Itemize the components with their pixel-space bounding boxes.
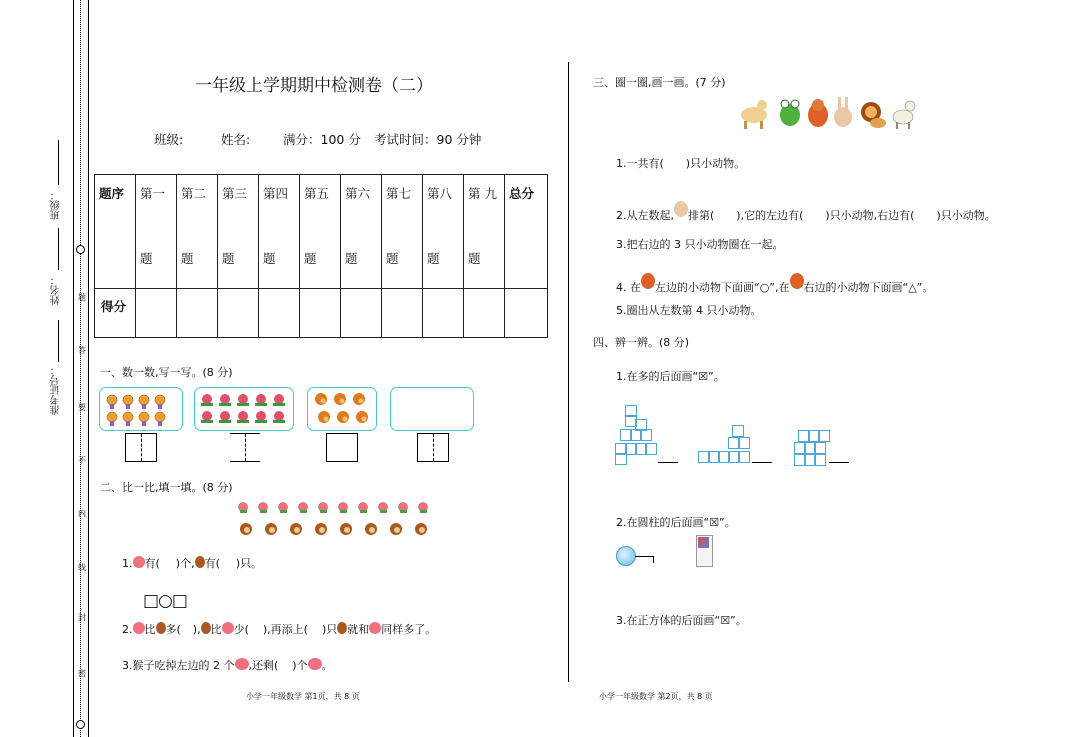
section3-title: 三、圈一圈,画一画。(7 分) xyxy=(593,76,726,89)
binding-name-blank xyxy=(58,228,59,270)
seal-char-3: 要 xyxy=(78,403,86,412)
table-header-cell: 第一 题 xyxy=(136,175,177,289)
s3-q1: 1.一共有( )只小动物。 xyxy=(616,157,746,170)
peach-monkey-rows-icon xyxy=(236,499,436,541)
s2-q1: 1. 有( )个, 有( )只。 xyxy=(122,557,263,570)
s4-q3: 3.在正方体的后面画“☒”。 xyxy=(616,614,747,627)
monkey-icon xyxy=(195,556,205,568)
s3-q5: 5.圈出从左数第 4 只小动物。 xyxy=(616,304,762,317)
binding-hole-1 xyxy=(76,245,85,254)
peach-icon xyxy=(308,658,322,670)
answer-blank-cubes-1[interactable] xyxy=(658,462,678,463)
score-table xyxy=(94,174,548,338)
table-header-cell: 第六 题 xyxy=(341,175,382,289)
mushroom-group-icon xyxy=(100,388,182,430)
cube-stack-3-icon xyxy=(794,430,828,467)
score-cell[interactable] xyxy=(259,289,300,338)
score-cell[interactable] xyxy=(464,289,505,338)
score-cell[interactable] xyxy=(218,289,259,338)
score-cell[interactable] xyxy=(136,289,177,338)
seal-char-4: 不 xyxy=(78,456,86,465)
score-cell[interactable] xyxy=(382,289,423,338)
cylinder-icon xyxy=(696,535,713,567)
rabbit-icon xyxy=(674,201,688,217)
answer-box-3[interactable] xyxy=(326,433,358,462)
cube-stack-1-icon xyxy=(615,405,660,467)
section1-title: 一、数一数,写一写。(8 分) xyxy=(100,366,233,379)
binding-line-inner xyxy=(88,0,89,737)
horse-icon xyxy=(741,100,767,129)
peach-icon xyxy=(369,622,381,634)
monkey-icon xyxy=(201,622,211,634)
count-box-flowers xyxy=(194,387,294,431)
footer-right: 小学一年级数学 第2页，共 8 页 xyxy=(599,692,713,701)
s3-q3: 3.把右边的 3 只小动物圈在一起。 xyxy=(616,238,784,251)
animal-row-icon xyxy=(738,95,918,131)
peach-icon xyxy=(133,556,145,568)
s4-q2: 2.在圆柱的后面画“☒”。 xyxy=(616,516,736,529)
peach-icon xyxy=(133,622,145,634)
frog-icon xyxy=(780,100,800,126)
score-cell[interactable] xyxy=(177,289,218,338)
monkey-icon xyxy=(337,622,347,634)
answer-blank-cubes-2[interactable] xyxy=(752,462,772,463)
bear-icon xyxy=(790,273,804,289)
s3-q4: 4. 在 左边的小动物下面画“○”,在 右边的小动物下面画“△”。 xyxy=(616,273,933,295)
binding-line-outer xyxy=(73,0,74,737)
seal-char-2: 答 xyxy=(78,346,86,355)
rabbit-icon xyxy=(834,97,852,127)
shape-row: □○□ xyxy=(143,591,187,611)
binding-hole-2 xyxy=(76,720,85,729)
s3-q2: 2.从左数起, 排第( ),它的左边有( )只小动物,右边有( )只小动物。 xyxy=(616,201,996,223)
count-box-empty xyxy=(390,387,474,431)
score-cell[interactable] xyxy=(505,289,548,338)
exam-title: 一年级上学期期中检测卷（二） xyxy=(195,76,433,96)
section2-title: 二、比一比,填一填。(8 分) xyxy=(100,481,233,494)
lion-icon xyxy=(861,102,886,128)
binding-id-label: 准考证号： xyxy=(51,365,62,415)
score-row-label: 得分 xyxy=(95,289,136,338)
table-header-cell: 第二 题 xyxy=(177,175,218,289)
monkey-icon xyxy=(156,622,166,634)
binding-dotted-line xyxy=(80,0,81,737)
answer-box-2[interactable] xyxy=(230,433,260,462)
binding-class-blank xyxy=(58,140,59,185)
answer-blank-sphere[interactable] xyxy=(635,556,654,563)
count-box-squirrels xyxy=(307,387,377,431)
answer-blank-cubes-3[interactable] xyxy=(829,462,849,463)
header-exam-time: 考试时间：90 分钟 xyxy=(374,132,482,147)
binding-class-label: 班级： xyxy=(51,190,62,220)
binding-name-label: 姓名： xyxy=(51,275,62,305)
seal-char-8: 密 xyxy=(78,669,86,678)
footer-left: 小学一年级数学 第1页，共 8 页 xyxy=(246,692,360,701)
sphere-icon xyxy=(616,546,636,566)
s2-q2: 2. 比 多( ), 比 少( ),再添上( )只 就和 同样多了。 xyxy=(122,623,437,636)
cube-stack-2-icon xyxy=(698,425,753,467)
seal-char-7: 封 xyxy=(78,613,86,622)
peach-icon xyxy=(235,658,249,670)
score-cell[interactable] xyxy=(423,289,464,338)
header-full-score: 满分：100 分 xyxy=(283,132,361,147)
table-header-cell: 第三 题 xyxy=(218,175,259,289)
section4-title: 四、辨一辨。(8 分) xyxy=(593,336,690,349)
s4-q1: 1.在多的后面画“☒”。 xyxy=(616,370,725,383)
peach-icon xyxy=(222,622,234,634)
score-cell[interactable] xyxy=(300,289,341,338)
seal-char-6: 线 xyxy=(78,563,86,572)
header-class: 班级: xyxy=(154,132,184,147)
score-cell[interactable] xyxy=(341,289,382,338)
table-header-cell: 第八 题 xyxy=(423,175,464,289)
table-header-cell: 第五 题 xyxy=(300,175,341,289)
s2-q3: 3.猴子吃掉左边的 2 个 ,还剩( )个 。 xyxy=(122,659,333,672)
bear-icon xyxy=(808,99,828,127)
header-name: 姓名: xyxy=(221,132,251,147)
answer-box-4[interactable] xyxy=(417,433,449,462)
squirrel-group-icon xyxy=(308,388,376,430)
bear-icon xyxy=(641,273,655,289)
goat-icon xyxy=(893,101,915,129)
seal-char-5: 内 xyxy=(78,509,86,518)
count-box-mushrooms xyxy=(99,387,183,431)
table-header-cell: 第四 题 xyxy=(259,175,300,289)
table-header-cell: 第七 题 xyxy=(382,175,423,289)
answer-box-1[interactable] xyxy=(125,433,157,462)
seal-char-1: 题 xyxy=(78,293,86,302)
table-header-cell: 总分 xyxy=(505,175,548,289)
page-divider xyxy=(568,62,569,682)
table-header-cell: 第 九 题 xyxy=(464,175,505,289)
flower-group-icon xyxy=(195,388,293,430)
binding-id-blank xyxy=(58,320,59,362)
table-header-cell: 题序 xyxy=(95,175,136,289)
